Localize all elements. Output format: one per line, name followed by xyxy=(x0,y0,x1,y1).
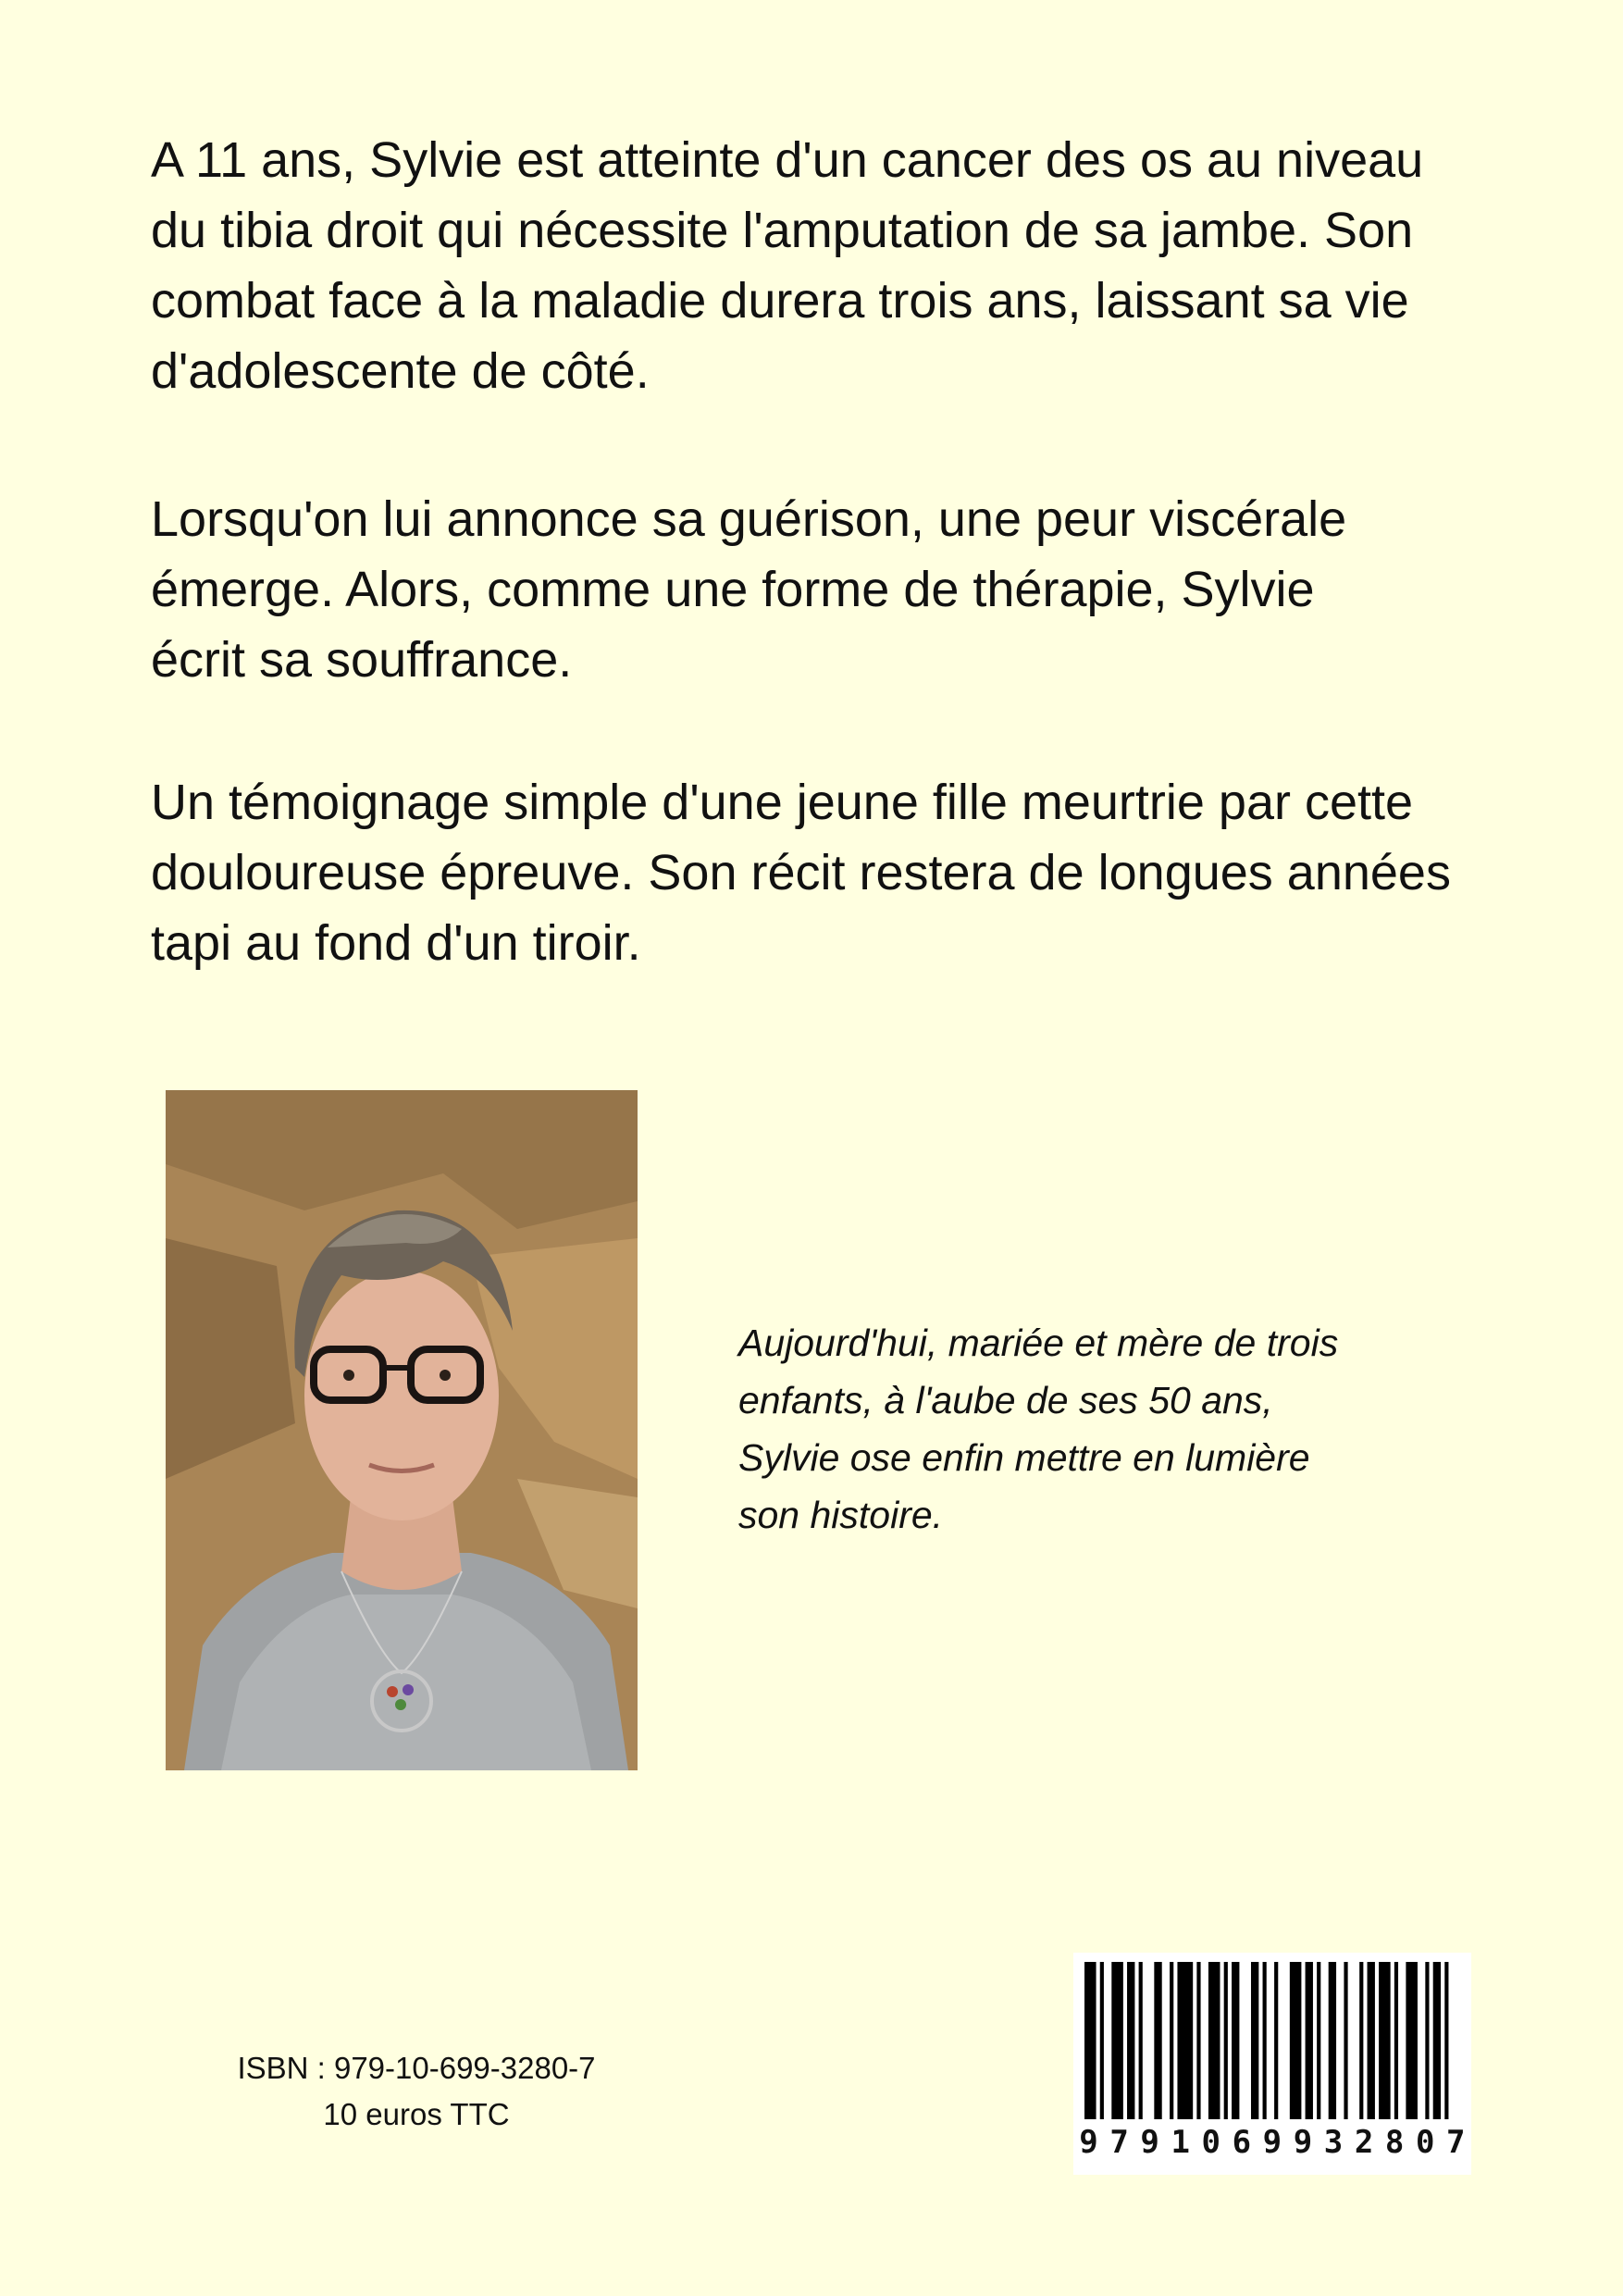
barcode-bar xyxy=(1359,1962,1363,2127)
barcode-digit: 9 xyxy=(1262,2124,1282,2161)
blurb-paragraph-2: Lorsqu'on lui annonce sa guérison, une peur viscérale émerge. Alors, comme une forme de thérapie, Sylvie écrit sa souffrance. xyxy=(151,491,1347,688)
barcode-bar xyxy=(1232,1962,1239,2127)
barcode-digit: 7 xyxy=(1446,2124,1466,2161)
barcode-digit: 9 xyxy=(1140,2124,1159,2161)
author-caption: Aujourd'hui, mariée et mère de trois enfants, à l'aube de ses 50 ans, Sylvie ose enfin mettre en lumière son histoire. xyxy=(738,1322,1339,1536)
barcode-digit: 7 xyxy=(1109,2124,1129,2161)
barcode-bar xyxy=(1139,1962,1143,2127)
barcode-digits xyxy=(1073,2119,1471,2166)
barcode-digit: 9 xyxy=(1079,2124,1098,2161)
blurb-paragraph-1: A 11 ans, Sylvie est atteinte d'un cancer des os au niveau du tibia droit qui nécessite l'amputation de sa jambe. Son combat face à la maladie durera trois ans, laissant sa vie d'adolescente de côté. xyxy=(151,132,1424,399)
barcode-bar xyxy=(1274,1962,1278,2127)
price-label: 10 euros TTC xyxy=(323,2097,510,2131)
barcode-digit: 0 xyxy=(1415,2124,1435,2161)
barcode-bar xyxy=(1433,1962,1441,2127)
author-photo xyxy=(166,1090,638,1770)
barcode-bar xyxy=(1084,1962,1096,2127)
barcode-bar xyxy=(1406,1962,1418,2127)
barcode-bar xyxy=(1170,1962,1173,2127)
barcode-bar xyxy=(1317,1962,1320,2127)
barcode-bar xyxy=(1344,1962,1347,2127)
barcode-bar xyxy=(1100,1962,1104,2127)
barcode-bar xyxy=(1127,1962,1134,2127)
blurb-paragraph-3: Un témoignage simple d'une jeune fille meurtrie par cette douloureuse épreuve. Son récit restera de longues années tapi au fond d'un tiroir. xyxy=(151,775,1451,971)
barcode-digit: 6 xyxy=(1232,2124,1252,2161)
isbn-block xyxy=(185,2045,648,2138)
barcode-bar xyxy=(1290,1962,1302,2127)
barcode-bar xyxy=(1251,1962,1258,2127)
isbn-label: ISBN : 979-10-699-3280-7 xyxy=(237,2051,596,2085)
barcode-bar xyxy=(1425,1962,1429,2127)
barcode-digit: 9 xyxy=(1293,2124,1313,2161)
barcode-digit: 2 xyxy=(1354,2124,1374,2161)
barcode-digit: 1 xyxy=(1171,2124,1190,2161)
barcode-bar xyxy=(1394,1962,1398,2127)
author-portrait-illustration xyxy=(166,1090,638,1770)
barcode-bar xyxy=(1306,1962,1313,2127)
barcode-bar xyxy=(1196,1962,1200,2127)
barcode-bar xyxy=(1368,1962,1375,2127)
barcode-bar xyxy=(1379,1962,1391,2127)
barcode-bar xyxy=(1329,1962,1336,2127)
barcode-bar xyxy=(1154,1962,1161,2127)
barcode-bar xyxy=(1208,1962,1220,2127)
barcode-digit: 3 xyxy=(1323,2124,1344,2161)
barcode-bar xyxy=(1177,1962,1193,2127)
barcode-digit: 8 xyxy=(1384,2124,1405,2161)
barcode-bar xyxy=(1444,1962,1448,2127)
barcode-bar xyxy=(1111,1962,1123,2127)
barcode-digit: 0 xyxy=(1201,2124,1221,2161)
barcode-bar xyxy=(1263,1962,1267,2127)
barcode-bar xyxy=(1224,1962,1228,2127)
